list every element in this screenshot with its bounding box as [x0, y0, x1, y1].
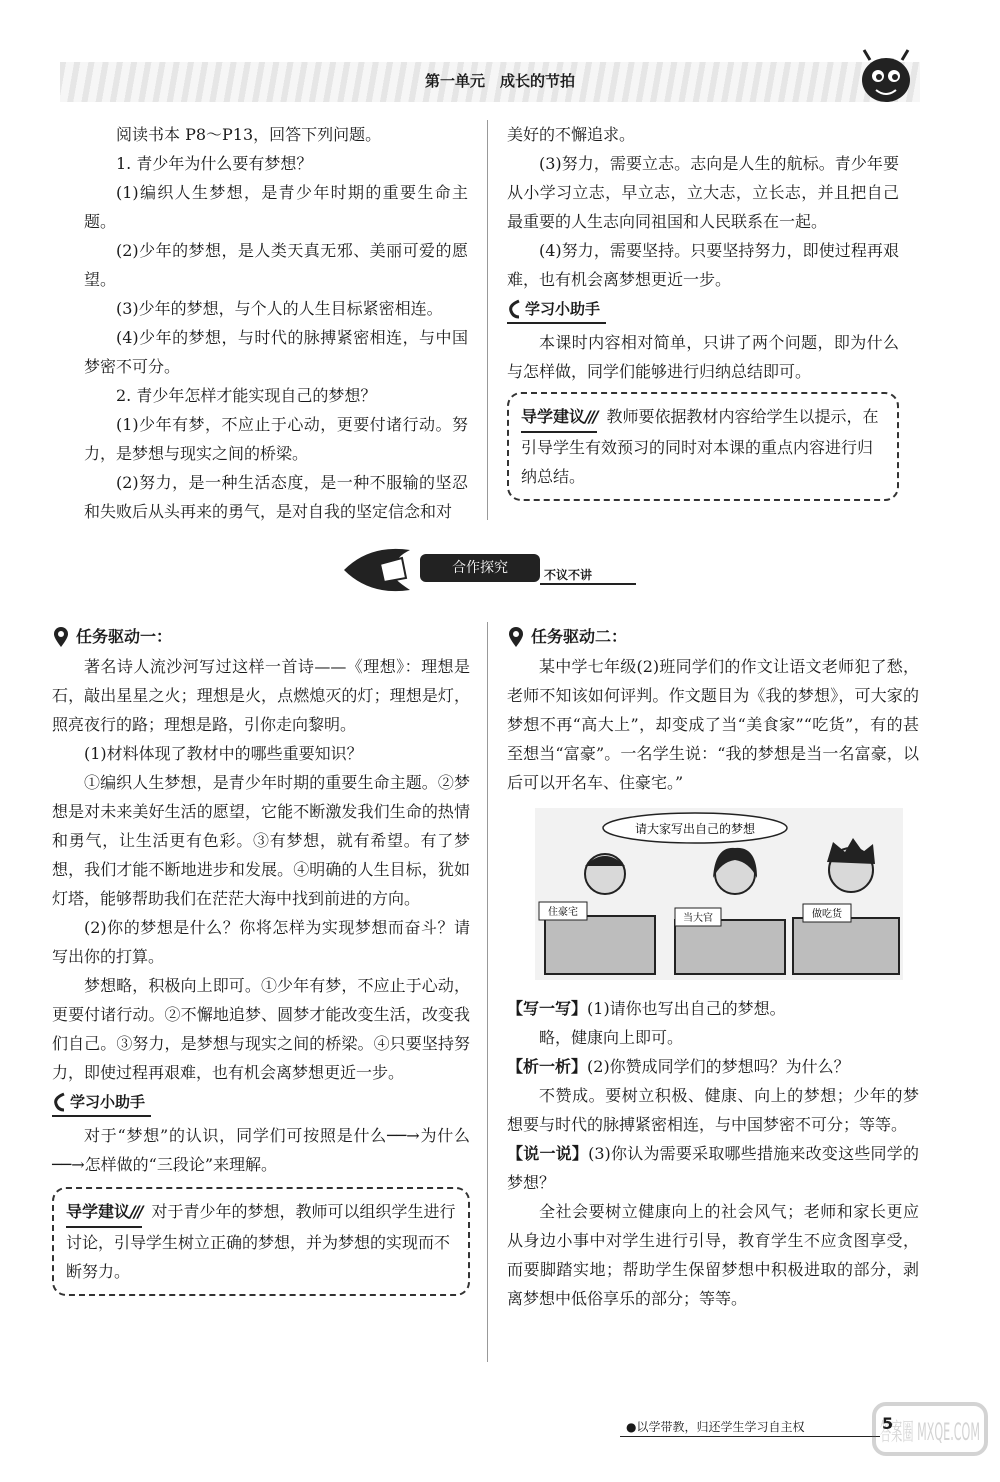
- study-helper-heading: [507, 296, 606, 324]
- task-1-question-2: (2)你的梦想是什么？你将怎样为实现梦想而奋斗？请写出你的打算。: [52, 918, 470, 966]
- watermark-text: 答案圈 MXQE.COM: [880, 1418, 980, 1446]
- guide-text: 教师要依据教材内容给学生以提示，在引导学生有效预习的同时对本课的重点内容进行归纳总结。: [521, 407, 879, 486]
- task-2-heading: [507, 622, 919, 652]
- footer-slogan: ●以学带教，归还学生学习自主权: [626, 1420, 805, 1434]
- task-2-intro: 某中学七年级(2)班同学们的作文让语文老师犯了愁，老师不知该如何评判。作文题目为《我的梦想》，可大家的梦想不再“高大上”，却变成了当“美食家”“吃货”，有的甚至想当“富豪”。一名学生说：“我的梦想是当一名富豪，以后可以开名车、住豪宅。”: [507, 657, 919, 792]
- answer-1-3: (3)少年的梦想，与个人的人生目标紧密相连。: [116, 299, 443, 318]
- analyze-question: [507, 1052, 919, 1081]
- task-1-helper-text: 对于“梦想”的认识，同学们可按照是什么──→为什么──→怎样做的“三段论”来理解。: [52, 1126, 470, 1174]
- task-1-answer-2: 梦想略，积极向上即可。①少年有梦，不应止于心动，更要付诸行动。②不懈地追梦、圆梦才能改变生活，改变我们自己。③努力，是梦想与现实之间的桥梁。④只要坚持努力，即使过程再艰难，也有机会离梦想更近一步。: [52, 976, 470, 1082]
- paper-1-text: 住豪宅: [548, 907, 578, 918]
- answer-2-1: (1)少年有梦，不应止于心动，更要付诸行动。努力，是梦想与现实之间的桥梁。: [84, 415, 468, 463]
- question-2: 2. 青少年怎样才能实现自己的梦想？: [116, 386, 377, 405]
- task-1-guide-box: [52, 1187, 470, 1296]
- footer-rule: [620, 1436, 880, 1437]
- location-pin-icon: [52, 626, 70, 648]
- analyze-tag: 【析一析】: [507, 1057, 588, 1076]
- classroom-cartoon: [535, 808, 903, 980]
- answer-1-4: (4)少年的梦想，与时代的脉搏紧密相连，与中国梦密不可分。: [84, 328, 468, 376]
- section-banner: [340, 540, 640, 600]
- say-question-text: (3)你认为需要采取哪些措施来改变这些同学的梦想？: [507, 1144, 919, 1192]
- answer-2-2-cont: 美好的不懈追求。: [507, 125, 636, 144]
- say-question: [507, 1139, 919, 1197]
- top-right-column: [507, 120, 899, 501]
- answer-2-3: (3)努力，需要立志。志向是人生的航标。青少年要从小学习立志，早立志，立大志，立长志，并且把自己最重要的人生志向同祖国和人民联系在一起。: [507, 154, 899, 231]
- write-question: [507, 994, 919, 1023]
- page-number: 5: [882, 1414, 894, 1433]
- column-divider-2: [487, 622, 488, 1362]
- answer-2-2: (2)努力，是一种生活态度，是一种不服输的坚忍和失败后从头再来的勇气，是对自我的坚定信念和对: [84, 473, 468, 521]
- answer-1-1: (1)编织人生梦想，是青少年时期的重要生命主题。: [84, 183, 468, 231]
- write-tag: 【写一写】: [507, 999, 588, 1018]
- task-1-column: [52, 622, 470, 1296]
- column-divider: [487, 120, 488, 520]
- say-answer: 全社会要树立健康向上的社会风气；老师和家长更应从身边小事中对学生进行引导，教育学生不应贪图享受，而要脚踏实地；帮助学生保留梦想中积极进取的部分，剥离梦想中低俗享乐的部分；等等。: [507, 1202, 919, 1308]
- banner-subtitle: 不议不讲: [544, 568, 593, 582]
- mascot-icon: [850, 46, 920, 110]
- task-2-column: [507, 622, 919, 797]
- guide-tag: [66, 1197, 142, 1228]
- task-2-questions: [507, 994, 919, 1313]
- study-helper-text: 本课时内容相对简单，只讲了两个问题，即为什么与怎样做，同学们能够进行归纳总结即可。: [507, 333, 899, 381]
- question-1: 1. 青少年为什么要有梦想？: [116, 154, 313, 173]
- task-1-answer-1: ①编织人生梦想，是青少年时期的重要生命主题。②梦想是对未来美好生活的愿望，它能不断激发我们生命的热情和勇气，让生活更有色彩。③有梦想，就有希望。有了梦想，我们才能不断地进步和发展。④明确的人生目标，犹如灯塔，能够帮助我们在茫茫大海中找到前进的方向。: [52, 773, 470, 908]
- swirl-icon: [52, 1092, 66, 1112]
- paper-3-text: 做吃货: [812, 909, 842, 920]
- write-answer: 略，健康向上即可。: [539, 1028, 684, 1047]
- analyze-answer: 不赞成。要树立积极、健康、向上的梦想；少年的梦想要与时代的脉搏紧密相连，与中国梦密不可分；等等。: [507, 1086, 919, 1134]
- guide-tag-label: 导学建议: [66, 1202, 131, 1221]
- task-1-poem: 著名诗人流沙河写过这样一首诗——《理想》：理想是石，敲出星星之火；理想是火，点燃熄灭的灯；理想是灯，照亮夜行的路；理想是路，引你走向黎明。: [52, 657, 470, 734]
- analyze-question-text: (2)你赞成同学们的梦想吗？为什么？: [587, 1057, 850, 1076]
- answer-1-2: (2)少年的梦想，是人类天真无邪、美丽可爱的愿望。: [84, 241, 468, 289]
- paper-2-text: 当大官: [683, 913, 713, 924]
- answer-2-4: (4)努力，需要坚持。只要坚持努力，即使过程再艰难，也有机会离梦想更近一步。: [507, 241, 899, 289]
- task-1-heading: [52, 622, 470, 652]
- top-left-column: [84, 120, 468, 526]
- location-pin-icon: [507, 626, 525, 648]
- unit-title: 第一单元 成长的节拍: [424, 72, 575, 90]
- task-1-guide-text: 对于青少年的梦想，教师可以组织学生进行讨论，引导学生树立正确的梦想，并为梦想的实现而不断努力。: [66, 1202, 456, 1281]
- speech-bubble-text: 请大家写出自己的梦想: [634, 822, 756, 836]
- watermark-logo: [870, 1400, 990, 1482]
- task-1-title: 任务驱动一：: [76, 627, 173, 646]
- banner-title: 合作探究: [420, 554, 540, 582]
- swirl-icon: [507, 299, 521, 319]
- task-1-helper-heading: [52, 1089, 151, 1117]
- say-tag: 【说一说】: [507, 1144, 589, 1163]
- guide-tag-label: 导学建议: [521, 407, 586, 426]
- task-2-title: 任务驱动二：: [531, 627, 628, 646]
- task-1-question-1: (1)材料体现了教材中的哪些重要知识？: [84, 744, 363, 763]
- guide-tag-slash: ///: [130, 1202, 142, 1221]
- study-helper-label: 学习小助手: [525, 300, 601, 318]
- guide-tag-slash: ///: [585, 407, 597, 426]
- write-question-text: (1)请你也写出自己的梦想。: [587, 999, 786, 1018]
- reading-instruction: 阅读书本 P8～P13，回答下列问题。: [116, 125, 382, 144]
- guide-tag: [521, 402, 597, 433]
- task-1-helper-label: 学习小助手: [70, 1093, 146, 1111]
- guide-box: [507, 392, 899, 501]
